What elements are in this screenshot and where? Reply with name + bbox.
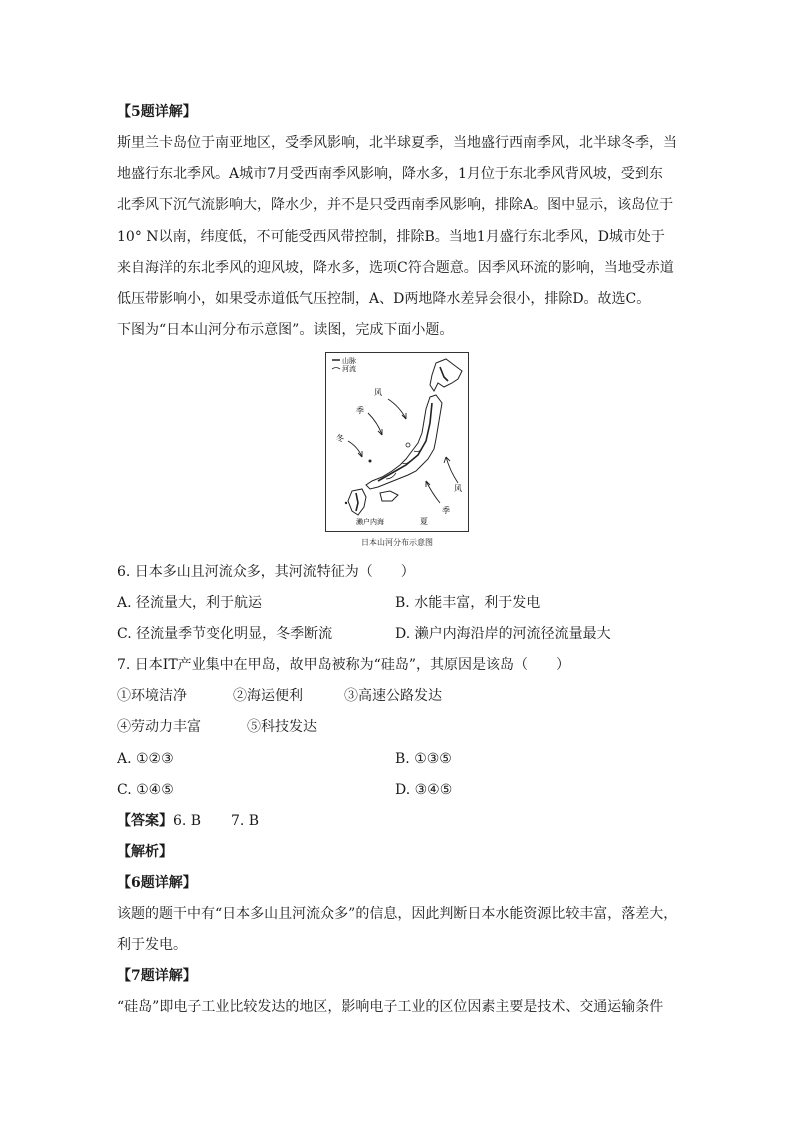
legend-river-symbol xyxy=(332,368,340,370)
q7-option-b: B. ①③⑤ xyxy=(395,751,452,767)
q6-option-b: B. 水能丰富，利于发电 xyxy=(395,595,541,611)
label-feng-2: 风 xyxy=(454,484,462,493)
honshu-mountain xyxy=(378,403,432,481)
q6-option-d: D. 濑户内海沿岸的河流径流量最大 xyxy=(395,626,611,642)
section5-line-3: 北季风下沉气流影响大，降水少，并不是只受西南季风影响，排除A。图中显示，该岛位于 xyxy=(117,197,674,213)
summer-monsoon-arrow-1 xyxy=(446,457,458,483)
label-feng-1: 风 xyxy=(374,388,382,397)
label-seto-inland-sea: 濑户内海 xyxy=(356,518,384,526)
summer-monsoon-arrow-2 xyxy=(426,481,440,503)
intro-text: 下图为“日本山河分布示意图”。读图，完成下面小题。 xyxy=(117,322,454,338)
analysis-heading: 【解析】 xyxy=(117,844,173,860)
q7-option-a: A. ①②③ xyxy=(117,751,174,767)
section5-line-1: 斯里兰卡岛位于南亚地区，受季风影响，北半球夏季，当地盛行西南季风，北半球冬季，当 xyxy=(117,135,677,151)
lake-biwa xyxy=(406,443,410,447)
label-xia: 夏 xyxy=(420,517,428,526)
kyushu-mountain xyxy=(356,493,358,511)
japan-map-svg xyxy=(326,353,468,531)
label-ji-2: 季 xyxy=(442,506,450,515)
answer-label: 【答案】 xyxy=(117,813,173,829)
q7-option-c: C. ①④⑤ xyxy=(117,782,174,798)
figure-caption: 日本山河分布示意图 xyxy=(361,538,433,547)
q6-option-c: C. 径流量季节变化明显，冬季断流 xyxy=(117,626,333,642)
small-island-1 xyxy=(369,460,372,463)
legend-river-label: 河流 xyxy=(342,365,356,373)
section6-heading: 【6题详解】 xyxy=(117,875,197,891)
label-ji-1: 季 xyxy=(356,406,364,415)
section6-line-2: 利于发电。 xyxy=(117,937,187,953)
q7-choice-5: ⑤科技发达 xyxy=(247,719,317,735)
section5-line-6: 低压带影响小，如果受赤道低气压控制，A、D两地降水差异会很小，排除D。故选C。 xyxy=(117,291,651,307)
small-island-2 xyxy=(345,502,347,504)
winter-monsoon-arrow-2 xyxy=(368,413,382,435)
q7-stem: 7. 日本IT产业集中在甲岛，故甲岛被称为“硅岛”，其原因是该岛（ ） xyxy=(117,657,570,673)
section5-heading: 【5题详解】 xyxy=(117,104,197,120)
section6-line-1: 该题的题干中有“日本多山且河流众多”的信息，因此判断日本水能资源比较丰富，落差大， xyxy=(117,906,678,922)
hokkaido-mountain xyxy=(440,367,448,381)
section5-line-2: 地盛行东北季风。A城市7月受西南季风影响，降水多，1月位于东北季风背风坡，受到东 xyxy=(117,166,663,182)
q7-choice-2: ②海运便利 xyxy=(233,688,303,704)
legend-mountain-label: 山脉 xyxy=(342,357,356,365)
q7-choice-3: ③高速公路发达 xyxy=(344,688,442,704)
section7-heading: 【7题详解】 xyxy=(117,968,197,984)
label-dong: 冬 xyxy=(336,434,344,443)
shikoku-outline xyxy=(380,491,398,501)
hokkaido-outline xyxy=(430,359,462,391)
winter-monsoon-arrowhead-3 xyxy=(358,451,362,457)
q7-choice-4: ④劳动力丰富 xyxy=(117,719,201,735)
q7-choice-1: ①环境洁净 xyxy=(117,688,187,704)
section5-line-5: 来自海洋的东北季风的迎风坡，降水多，选项C符合题意。因季风环流的影响，当地受赤道 xyxy=(117,260,674,276)
section7-line-1: “硅岛”即电子工业比较发达的地区，影响电子工业的区位因素主要是技术、交通运输条件 xyxy=(117,999,664,1015)
q6-stem: 6. 日本多山且河流众多，其河流特征为（ ） xyxy=(117,564,415,580)
japan-map-figure xyxy=(325,352,469,532)
q6-option-a: A. 径流量大，利于航运 xyxy=(117,595,263,611)
section5-line-4: 10° N以南，纬度低，不可能受西风带控制，排除B。当地1月盛行东北季风，D城市处于 xyxy=(117,229,665,245)
answer-q6: 6. B xyxy=(173,813,202,829)
answer-q7: 7. B xyxy=(231,813,260,829)
q7-option-d: D. ③④⑤ xyxy=(395,782,453,798)
